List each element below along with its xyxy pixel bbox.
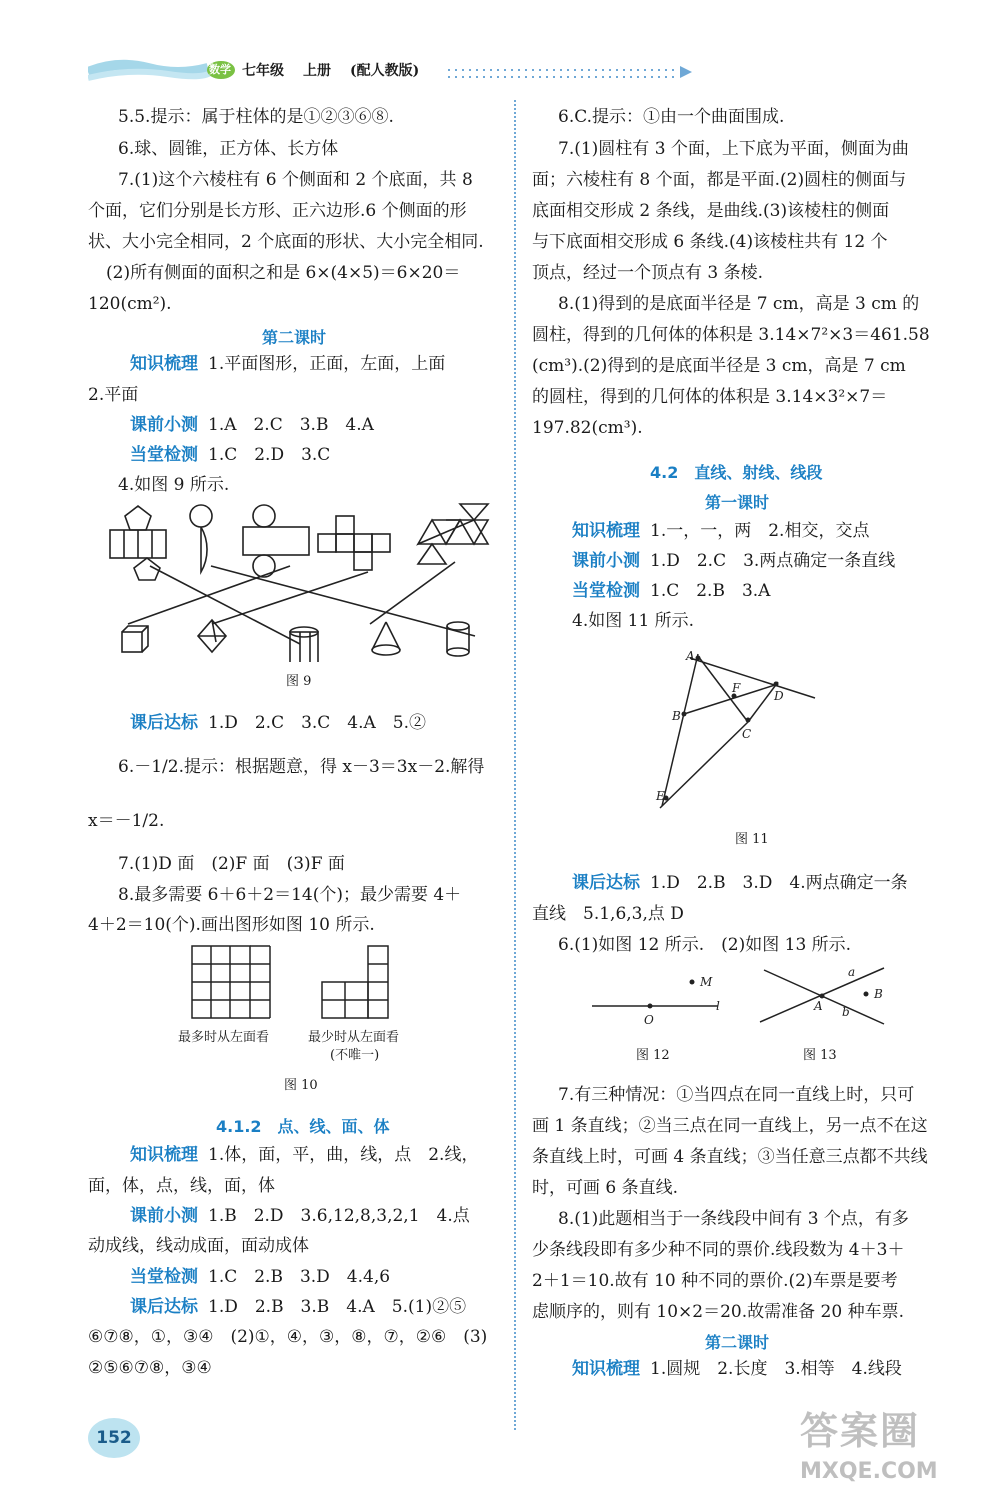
answer-text: 1.平面图形，正面，左面，上面: [208, 354, 446, 374]
figure-13: [756, 962, 896, 1030]
figure-caption: 图 11: [735, 832, 769, 847]
answer-line: 6.(1)如图 12 所示. (2)如图 13 所示.: [558, 935, 852, 955]
answer-line: 虑顺序的，则有 10×2＝20.故需准备 20 种车票.: [532, 1302, 904, 1322]
answer-line: 4.如图 11 所示.: [572, 611, 695, 631]
answer-line: 7.(1)D 面 (2)F 面 (3)F 面: [118, 854, 345, 874]
answer-line: 顶点，经过一个顶点有 3 条棱.: [532, 263, 764, 283]
watermark: [800, 1400, 990, 1495]
figure-caption: 图 10: [284, 1078, 318, 1093]
watermark-url: MXQE.COM: [800, 1459, 938, 1484]
section-heading: 第二课时: [705, 1333, 770, 1352]
answer-line: 8.最多需要 6＋6＋2＝14(个)；最少需要 4＋: [118, 885, 462, 905]
answer-line: 5.5.提示：属于柱体的是①②③⑥⑧.: [118, 107, 394, 127]
figure-caption: 最多时从左面看: [178, 1030, 270, 1045]
answer-line: (cm³).(2)得到的是底面半径是 3 cm，高是 7 cm: [532, 356, 906, 376]
section-tag: 课后达标: [572, 873, 640, 893]
answer-text: 1.A 2.C 3.B 4.A: [208, 415, 374, 435]
point-label: F: [732, 681, 741, 695]
figure-11: [650, 640, 830, 810]
edition-label: (配人教版): [350, 63, 420, 79]
section-tag: 课后达标: [130, 713, 198, 733]
section-heading: 4.2 直线、射线、线段: [650, 463, 823, 482]
point-label: E: [656, 789, 665, 803]
answer-line: 个面，它们分别是长方形、正六边形.6 个侧面的形: [88, 201, 467, 221]
section-tag: 当堂检测: [572, 581, 640, 601]
answer-line: 时，可画 6 条直线.: [532, 1178, 679, 1198]
answer-line: 120(cm²).: [88, 294, 172, 314]
answer-line: 6.C.提示：①由一个曲面围成.: [558, 107, 785, 127]
section-heading: 第一课时: [705, 493, 770, 512]
section-tag: 知识梳理: [130, 1145, 198, 1165]
section-tag: 知识梳理: [572, 1359, 640, 1379]
answer-line: 6.球、圆锥，正方体、长方体: [118, 139, 339, 159]
answer-text: 1.一，一，两 2.相交，交点: [650, 521, 870, 541]
section-tag: 课前小测: [130, 1206, 198, 1226]
answer-line: 状、大小完全相同，2 个底面的形状、大小完全相同.: [88, 232, 484, 252]
answer-line: 7.(1)圆柱有 3 个面，上下底为平面，侧面为曲: [558, 139, 909, 159]
answer-line: 的圆柱，得到的几何体的体积是 3.14×3²×7＝: [532, 387, 888, 407]
answer-line: 197.82(cm³).: [532, 418, 643, 438]
answer-line: 4.如图 9 所示.: [118, 475, 230, 495]
line-label: b: [842, 1005, 850, 1019]
page-number: 152: [88, 1418, 140, 1458]
answer-line: (2)所有侧面的面积之和是 6×(4×5)＝6×20＝: [106, 263, 461, 283]
figure-caption: 图 13: [803, 1048, 837, 1063]
figure-caption: (不唯一): [330, 1048, 380, 1063]
answer-text: 1.D 2.C 3.C 4.A 5.②: [208, 713, 427, 733]
figure-caption: 图 9: [286, 674, 312, 689]
answer-text: 1.圆规 2.长度 3.相等 4.线段: [650, 1359, 902, 1379]
answer-line: 面；六棱柱有 8 个面，都是平面.(2)圆柱的侧面与: [532, 170, 907, 190]
answer-line: ⑥⑦⑧，①，③④ (2)①，④，③，⑧，⑦，②⑥ (3): [88, 1327, 488, 1347]
answer-text: 1.B 2.D 3.6,12,8,3,2,1 4.点: [208, 1206, 470, 1226]
figure-9: [100, 502, 510, 662]
answer-line: 面，体，点，线，面，体: [88, 1176, 275, 1196]
subject-badge: 数学: [209, 63, 231, 76]
answer-line: 8.(1)此题相当于一条线段中间有 3 个点，有多: [558, 1209, 909, 1229]
answer-line: 圆柱，得到的几何体的体积是 3.14×7²×3＝461.58: [532, 325, 930, 345]
grade-label: 七年级: [242, 63, 284, 79]
answer-line: 4＋2＝10(个).画出图形如图 10 所示.: [88, 915, 375, 935]
answer-line: 少条线段即有多少种不同的票价.线段数为 4＋3＋: [532, 1240, 905, 1260]
section-tag: 当堂检测: [130, 445, 198, 465]
figure-caption: 最少时从左面看: [308, 1030, 400, 1045]
point-label: M: [700, 975, 713, 989]
watermark-title: 答案圈: [800, 1409, 921, 1453]
answer-line: 底面相交形成 2 条线，是曲线.(3)该棱柱的侧面: [532, 201, 890, 221]
point-label: B: [672, 709, 681, 723]
answer-text: 1.D 2.B 3.B 4.A 5.(1)②⑤: [208, 1297, 467, 1317]
section-tag: 知识梳理: [130, 354, 198, 374]
answer-line: 8.(1)得到的是底面半径是 7 cm，高是 3 cm 的: [558, 294, 920, 314]
section-tag: 当堂检测: [130, 1267, 198, 1287]
section-heading: 4.1.2 点、线、面、体: [216, 1117, 390, 1136]
answer-line: x＝－1/2.: [88, 811, 165, 831]
point-label: O: [644, 1013, 654, 1026]
figure-10: [186, 944, 416, 1020]
answer-text: 1.C 2.B 3.A: [650, 581, 771, 601]
answer-text: 1.体，面，平，曲，线，点 2.线，: [208, 1145, 479, 1165]
figure-12: [588, 966, 728, 1026]
answer-line: 7.(1)这个六棱柱有 6 个侧面和 2 个底面，共 8: [118, 170, 473, 190]
point-label: A: [686, 649, 695, 663]
answer-text: 1.D 2.B 3.D 4.两点确定一条: [650, 873, 908, 893]
answer-line: 与下底面相交形成 6 条线.(4)该棱柱共有 12 个: [532, 232, 888, 252]
answer-line: 动成线，线动成面，面动成体: [88, 1236, 309, 1256]
answer-line: 7.有三种情况：①当四点在同一直线上时，只可: [558, 1085, 915, 1105]
answer-line: 直线 5.1,6,3,点 D: [532, 904, 684, 924]
point-label: D: [774, 689, 784, 703]
page-header: [88, 50, 698, 90]
answer-line: 6.－1/2.提示：根据题意，得 x－3＝3x－2.解得: [118, 757, 485, 777]
section-tag: 课后达标: [130, 1297, 198, 1317]
answer-line: 2.平面: [88, 385, 139, 405]
figure-caption: 图 12: [636, 1048, 670, 1063]
line-label: a: [848, 965, 856, 979]
point-label: B: [874, 987, 883, 1001]
point-label: A: [814, 999, 823, 1013]
section-tag: 知识梳理: [572, 521, 640, 541]
answer-text: 1.C 2.D 3.C: [208, 445, 331, 465]
answer-text: 1.D 2.C 3.两点确定一条直线: [650, 551, 896, 571]
section-tag: 课前小测: [130, 415, 198, 435]
column-divider: [514, 100, 516, 1430]
point-label: C: [742, 727, 752, 741]
answer-line: 条直线上时，可画 4 条直线；③当任意三点都不共线: [532, 1147, 928, 1167]
point-label: l: [716, 999, 720, 1013]
answer-line: ②⑤⑥⑦⑧，③④: [88, 1358, 212, 1378]
answer-text: 1.C 2.B 3.D 4.4,6: [208, 1267, 391, 1287]
section-heading: 第二课时: [262, 328, 327, 347]
answer-line: 2＋1＝10.故有 10 种不同的票价.(2)车票是要考: [532, 1271, 898, 1291]
answer-line: 画 1 条直线；②当三点在同一直线上，另一点不在这: [532, 1116, 928, 1136]
volume-label: 上册: [303, 63, 331, 79]
section-tag: 课前小测: [572, 551, 640, 571]
